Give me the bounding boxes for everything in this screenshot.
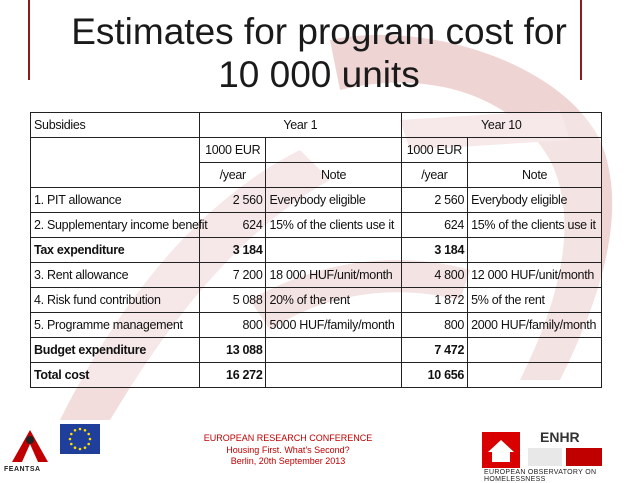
- row-year10-value: 7 472: [401, 338, 467, 363]
- note-top-y1: [266, 138, 401, 163]
- table-row: [31, 238, 602, 263]
- row-label: Total cost: [31, 363, 200, 388]
- row-year10-note: [468, 363, 602, 388]
- row-year1-note: 18 000 HUF/unit/month: [266, 263, 401, 288]
- observatory-label: EUROPEAN OBSERVATORY ON HOMELESSNESS: [484, 469, 597, 483]
- conference-line-2: Housing First. What’s Second?: [226, 444, 350, 455]
- unit-bottom-y1: /year: [200, 163, 266, 188]
- title-line-1: Estimates for program cost for: [71, 11, 567, 52]
- table-row: [31, 263, 602, 288]
- row-year10-value: 10 656: [401, 363, 467, 388]
- eu-flag-icon: [60, 424, 100, 454]
- row-year10-note: 2000 HUF/family/month: [468, 313, 602, 338]
- table-row: [31, 188, 602, 213]
- row-label: 4. Risk fund contribution: [31, 288, 200, 313]
- table-row: [31, 363, 602, 388]
- row-year1-note: 15% of the clients use it: [266, 213, 401, 238]
- row-year1-value: 3 184: [200, 238, 266, 263]
- row-label: 1. PIT allowance: [31, 188, 200, 213]
- note-header-y10: Note: [468, 163, 602, 188]
- row-year1-value: 7 200: [200, 263, 266, 288]
- note-header-y1: Note: [266, 163, 401, 188]
- row-label: 3. Rent allowance: [31, 263, 200, 288]
- row-year1-note: 20% of the rent: [266, 288, 401, 313]
- row-year10-value: 2 560: [401, 188, 467, 213]
- row-label: 2. Supplementary income benefit: [31, 213, 200, 238]
- table-unit-row: [31, 138, 602, 163]
- row-year10-value: 1 872: [401, 288, 467, 313]
- conference-line-1: EUROPEAN RESEARCH CONFERENCE: [203, 433, 373, 443]
- row-year1-note: [266, 338, 401, 363]
- header-empty: [31, 138, 200, 188]
- row-year1-value: 16 272: [200, 363, 266, 388]
- header-subsidies: Subsidies: [31, 113, 200, 138]
- unit-top-y10: 1000 EUR: [401, 138, 467, 163]
- row-year10-note: Everybody eligible: [468, 188, 602, 213]
- cost-table: [30, 112, 602, 388]
- enhr-logo: [526, 426, 606, 470]
- row-year1-value: 5 088: [200, 288, 266, 313]
- row-year10-note: 15% of the clients use it: [468, 213, 602, 238]
- svg-text:ENHR: ENHR: [540, 429, 580, 445]
- row-year10-note: 12 000 HUF/unit/month: [468, 263, 602, 288]
- header-year1: Year 1: [200, 113, 402, 138]
- note-top-y10: [468, 138, 602, 163]
- page-title: [30, 10, 608, 96]
- header-year10: Year 10: [401, 113, 601, 138]
- row-year1-value: 800: [200, 313, 266, 338]
- row-label: Budget expenditure: [31, 338, 200, 363]
- row-label: Tax expenditure: [31, 238, 200, 263]
- unit-bottom-y10: /year: [401, 163, 467, 188]
- table-row: [31, 288, 602, 313]
- table-row: [31, 213, 602, 238]
- row-year1-note: 5000 HUF/family/month: [266, 313, 401, 338]
- row-year10-value: 624: [401, 213, 467, 238]
- row-label: 5. Programme management: [31, 313, 200, 338]
- title-line-2: 10 000 units: [218, 54, 420, 95]
- conference-line-3: Berlin, 20th September 2013: [230, 456, 346, 466]
- row-year10-value: 3 184: [401, 238, 467, 263]
- row-year10-note: [468, 338, 602, 363]
- table-header-row: [31, 113, 602, 138]
- row-year10-note: [468, 238, 602, 263]
- row-year10-note: 5% of the rent: [468, 288, 602, 313]
- table-row: [31, 338, 602, 363]
- house-logo: [482, 432, 520, 468]
- feantsa-label: FEANTSA: [4, 466, 41, 473]
- row-year1-note: Everybody eligible: [266, 188, 401, 213]
- table-row: [31, 313, 602, 338]
- row-year10-value: 800: [401, 313, 467, 338]
- row-year1-note: [266, 238, 401, 263]
- unit-top-y1: 1000 EUR: [200, 138, 266, 163]
- row-year1-note: [266, 363, 401, 388]
- conference-info: [190, 433, 386, 468]
- row-year1-value: 2 560: [200, 188, 266, 213]
- row-year10-value: 4 800: [401, 263, 467, 288]
- row-year1-value: 13 088: [200, 338, 266, 363]
- row-year1-value: 624: [200, 213, 266, 238]
